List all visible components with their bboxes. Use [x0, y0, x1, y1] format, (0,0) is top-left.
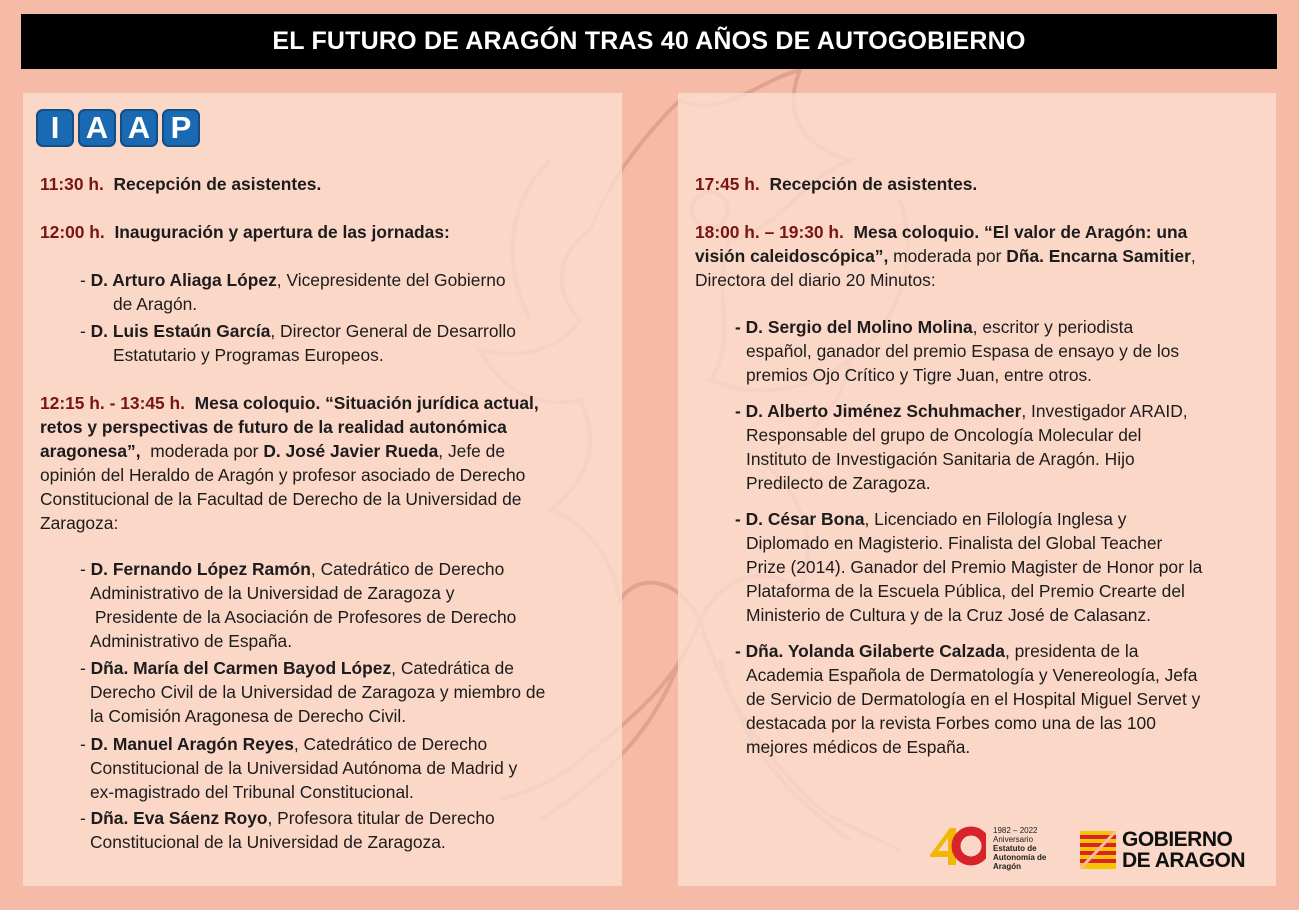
speaker-role: , escritor y periodista: [972, 317, 1134, 337]
speaker-role: , Licenciado en Filología Inglesa y: [864, 509, 1127, 529]
speaker-role: , Catedrática de: [391, 658, 514, 678]
page-header: [21, 14, 1277, 69]
speaker-role: de Aragón.: [113, 294, 198, 314]
speaker-role: Predilecto de Zaragoza.: [746, 473, 931, 493]
speaker-role: destacada por la revista Forbes como una de las 100: [746, 713, 1156, 733]
speaker-role: Ministerio de Cultura y de la Cruz José de Calasanz.: [746, 605, 1152, 625]
roundtable-item: [695, 220, 1273, 292]
speaker-role: Administrativo de España.: [90, 631, 293, 651]
anniversary-label: Estatuto de: [993, 844, 1037, 853]
speaker-entry: - D. Sergio del Molino Molina, escritor y periodista español, ganador del premio Espasa de ensayo y de los premios Ojo Crítico y Tigre Juan, entre otros.: [735, 317, 1180, 385]
time-label: 17:45 h.: [695, 174, 760, 194]
speaker-role: premios Ojo Crítico y Tigre Juan, entre otros.: [746, 365, 1093, 385]
item-title: Recepción de asistentes.: [113, 174, 322, 194]
logo-letter: A: [120, 109, 158, 147]
page-title: EL FUTURO DE ARAGÓN TRAS 40 AÑOS DE AUTOGOBIERNO: [272, 27, 1026, 55]
speaker-role: , presidenta de la: [1004, 641, 1139, 661]
gob-label: DE ARAGON: [1122, 849, 1246, 872]
speaker-entry: - D. Manuel Aragón Reyes, Catedrático de Derecho Constitucional de la Universidad Autónoma de Madrid y ex-magistrado del Tribunal Constitucional.: [80, 734, 518, 802]
roundtable-item: [40, 391, 620, 535]
speaker-name: D. Sergio del Molino Molina: [745, 317, 973, 337]
time-label: 11:30 h.: [40, 174, 104, 194]
time-label: 12:00 h.: [40, 222, 105, 242]
moderator-name: Dña. Encarna Samitier: [1006, 246, 1191, 266]
moderator-name: D. José Javier Rueda: [263, 441, 439, 461]
speaker-role: Prize (2014). Ganador del Premio Magister de Honor por la: [746, 557, 1203, 577]
item-title: aragonesa”,: [40, 441, 141, 461]
speaker-role: Administrativo de la Universidad de Zaragoza y: [90, 583, 455, 603]
gobierno-de-aragon-logo: [1080, 829, 1245, 871]
anniversary-40-logo: [928, 825, 986, 867]
moderator-role: Constitucional de la Facultad de Derecho de la Universidad de: [40, 489, 522, 509]
speaker-name: D. Manuel Aragón Reyes: [90, 734, 294, 754]
speaker-entry: - D. Arturo Aliaga López, Vicepresidente del Gobierno de Aragón.: [80, 270, 506, 314]
item-title: retos y perspectivas de futuro de la realidad autonómica: [40, 417, 507, 437]
speaker-name: D. Fernando López Ramón: [90, 559, 311, 579]
speaker-entry: - D. Alberto Jiménez Schuhmacher, Investigador ARAID, Responsable del grupo de Oncología Molecular del Instituto de Investigación Sanitaria de Aragón. Hijo Predilecto de Zaragoza.: [735, 401, 1188, 493]
speaker-name: D. Luis Estaún García: [90, 321, 271, 341]
moderator-role: Directora del diario 20 Minutos:: [695, 270, 936, 290]
speaker-role: Constitucional de la Universidad de Zaragoza.: [90, 832, 446, 852]
logo-letter: P: [162, 109, 200, 147]
speaker-name: D. Arturo Aliaga López: [90, 270, 277, 290]
iaap-logo: [36, 109, 200, 147]
item-title: visión caleidoscópica”,: [695, 246, 889, 266]
speaker-role: , Director General de Desarrollo: [270, 321, 516, 341]
speaker-role: , Profesora titular de Derecho: [267, 808, 495, 828]
afternoon-program-panel: [678, 93, 1276, 886]
gob-label: GOBIERNO: [1122, 828, 1233, 851]
speaker-role: de Servicio de Dermatología en el Hospital Miguel Servet y: [746, 689, 1201, 709]
speaker-role: Estatutario y Programas Europeos.: [113, 345, 384, 365]
speaker-role: , Catedrático de Derecho: [310, 559, 505, 579]
moderator-role: ,: [1190, 246, 1196, 266]
moderator-role: opinión del Heraldo de Aragón y profesor asociado de Derecho: [40, 465, 526, 485]
speaker-role: Academia Española de Dermatología y Venereología, Jefa: [746, 665, 1198, 685]
speaker-role: Constitucional de la Universidad Autónoma de Madrid y: [90, 758, 518, 778]
speaker-role: , Vicepresidente del Gobierno: [276, 270, 506, 290]
speaker-entry: - Dña. María del Carmen Bayod López, Catedrática de Derecho Civil de la Universidad de Zaragoza y miembro de la Comisión Aragonesa de Derecho Civil.: [80, 658, 546, 726]
speaker-role: español, ganador del premio Espasa de ensayo y de los: [746, 341, 1180, 361]
reception-item: [40, 172, 321, 196]
speaker-role: ex-magistrado del Tribunal Constitucional.: [90, 782, 414, 802]
moderator-role: , Jefe de: [438, 441, 506, 461]
item-title: Mesa coloquio. “El valor de Aragón: una: [853, 222, 1188, 242]
moderator-prefix: moderada por: [888, 246, 1007, 266]
speaker-role: Instituto de Investigación Sanitaria de Aragón. Hijo: [746, 449, 1135, 469]
logo-letter: I: [36, 109, 74, 147]
speaker-role: Derecho Civil de la Universidad de Zaragoza y miembro de: [90, 682, 546, 702]
item-title: Recepción de asistentes.: [769, 174, 978, 194]
item-title: Inauguración y apertura de las jornadas:: [114, 222, 450, 242]
time-label: 12:15 h. - 13:45 h.: [40, 393, 185, 413]
anniversary-label: Aragón: [993, 862, 1021, 871]
speaker-entry: - Dña. Yolanda Gilaberte Calzada, presidenta de la Academia Española de Dermatología y Venereología, Jefa de Servicio de Dermatología en el Hospital Miguel Servet y destacada por la revista Forbes como una de las 100 mejores médicos de España.: [735, 641, 1201, 757]
speaker-name: Dña. Yolanda Gilaberte Calzada: [745, 641, 1005, 661]
speaker-entry: - D. César Bona, Licenciado en Filología Inglesa y Diplomado en Magisterio. Finalista del Global Teacher Prize (2014). Ganador del Premio Magister de Honor por la Plataforma de la Escuela Pública, del Premio Crearte del Ministerio de Cultura y de la Cruz José de Calasanz.: [735, 509, 1203, 625]
speaker-name: Dña. Eva Sáenz Royo: [90, 808, 268, 828]
anniversary-label: Aniversario: [993, 835, 1034, 844]
speaker-role: mejores médicos de España.: [746, 737, 971, 757]
morning-program-panel: [23, 93, 622, 886]
anniversary-label: Autonomía de: [993, 853, 1047, 862]
speaker-role: Plataforma de la Escuela Pública, del Premio Crearte del: [746, 581, 1185, 601]
moderator-role: Zaragoza:: [40, 513, 119, 533]
speaker-role: Responsable del grupo de Oncología Molecular del: [746, 425, 1142, 445]
speaker-entry: - Dña. Eva Sáenz Royo, Profesora titular de Derecho Constitucional de la Universidad de Zaragoza.: [80, 808, 495, 852]
speaker-role: , Investigador ARAID,: [1021, 401, 1188, 421]
item-title: Mesa coloquio. “Situación jurídica actual,: [194, 393, 539, 413]
speaker-name: D. Alberto Jiménez Schuhmacher: [745, 401, 1022, 421]
speaker-role: Diplomado en Magisterio. Finalista del Global Teacher: [746, 533, 1163, 553]
speaker-role: , Catedrático de Derecho: [293, 734, 488, 754]
anniversary-years: 1982 – 2022: [993, 826, 1038, 835]
time-label: 18:00 h. – 19:30 h.: [695, 222, 844, 242]
speaker-name: Dña. María del Carmen Bayod López: [90, 658, 392, 678]
reception-item: [695, 172, 977, 196]
moderator-prefix: moderada por: [150, 441, 259, 461]
logo-letter: A: [78, 109, 116, 147]
aragon-flag-icon: [1080, 831, 1116, 869]
speaker-entry: - D. Luis Estaún García, Director General de Desarrollo Estatutario y Programas Europeos.: [80, 321, 516, 365]
speaker-role: Presidente de la Asociación de Profesores de Derecho: [90, 607, 517, 627]
speaker-name: D. César Bona: [745, 509, 865, 529]
anniversary-text: [993, 826, 1046, 871]
speaker-role: la Comisión Aragonesa de Derecho Civil.: [90, 706, 407, 726]
speaker-entry: - D. Fernando López Ramón, Catedrático de Derecho Administrativo de la Universidad de Zaragoza y Presidente de la Asociación de Profesores de Derecho Administrativo de España.: [80, 559, 517, 651]
inauguration-item: [40, 220, 450, 244]
